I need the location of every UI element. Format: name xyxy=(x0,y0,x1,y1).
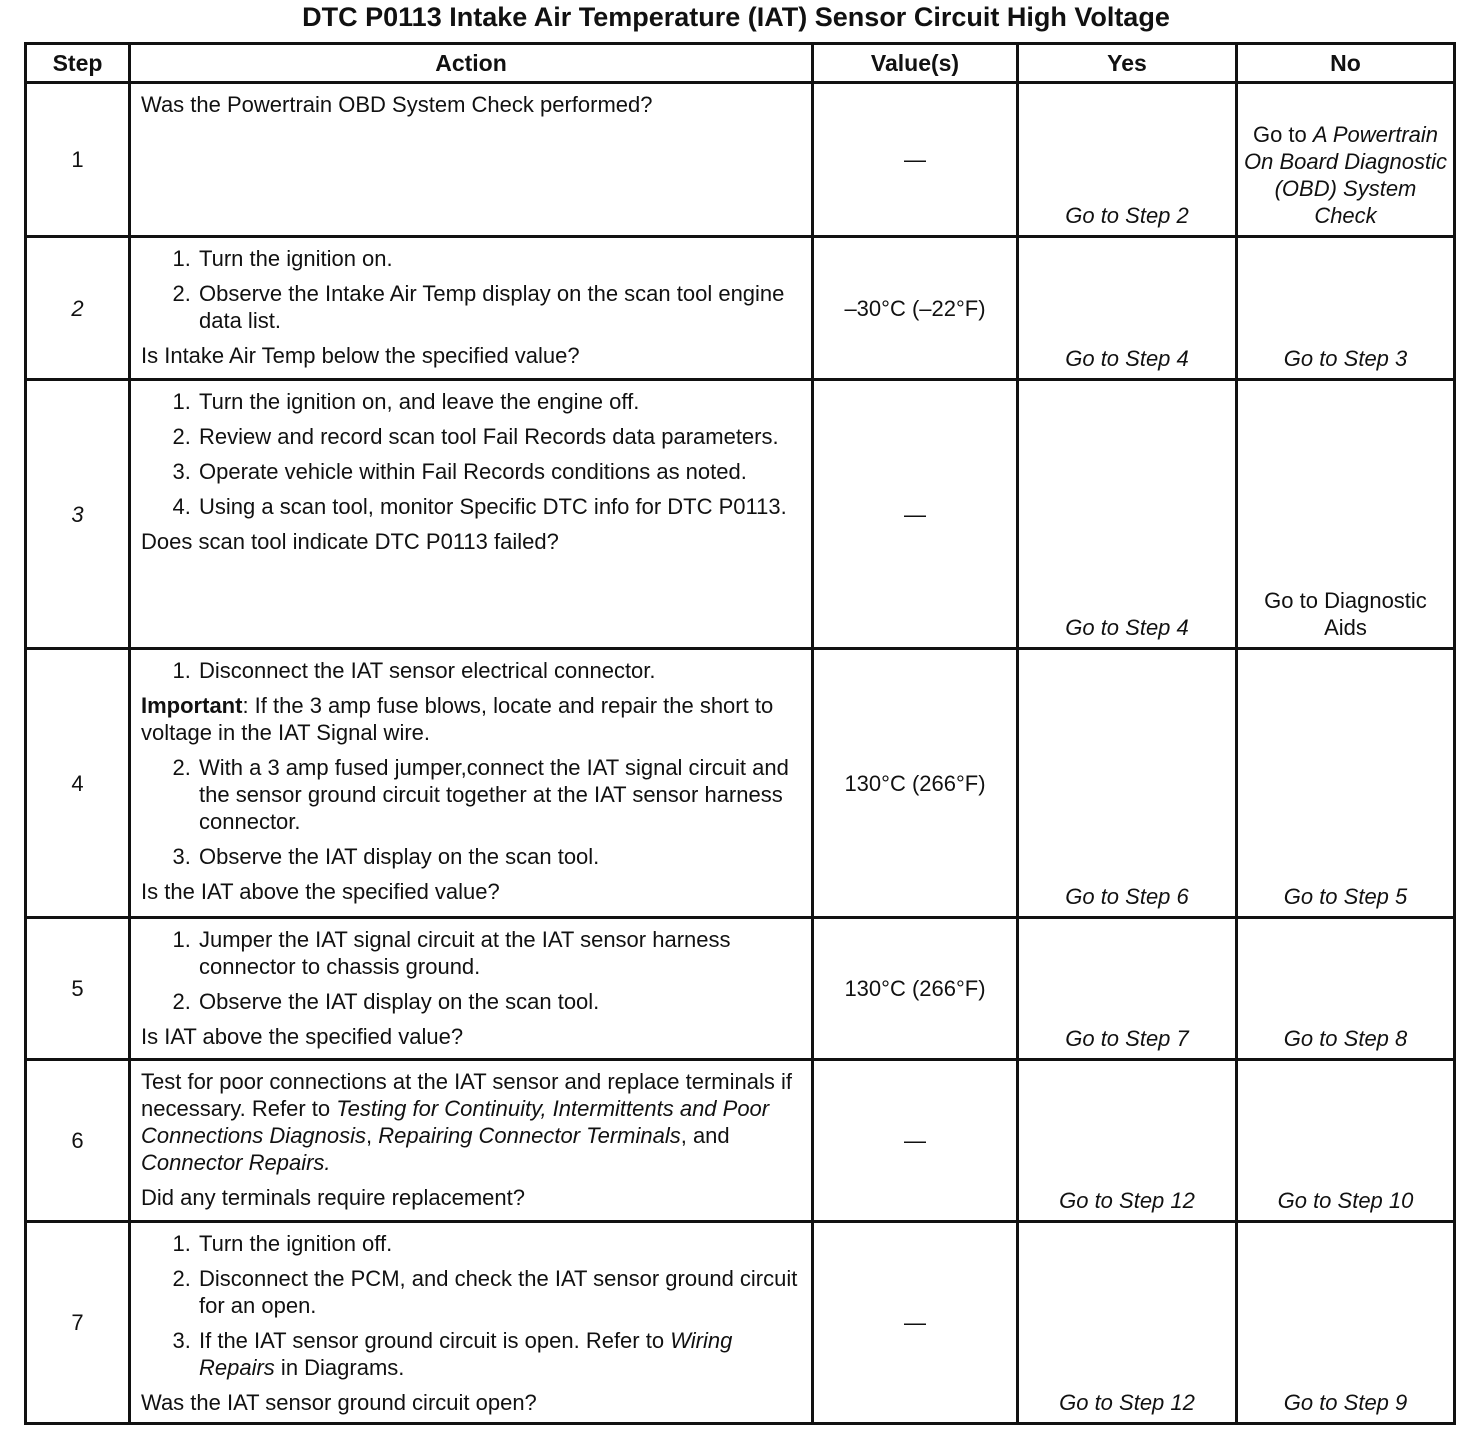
action-item xyxy=(197,1327,803,1381)
table-row xyxy=(26,83,1455,237)
value-cell: — xyxy=(813,1222,1018,1424)
no-cell xyxy=(1237,1222,1455,1424)
action-item: 1. Turn the ignition on, and leave the engine off. xyxy=(197,388,803,415)
action-question: Was the Powertrain OBD System Check performed? xyxy=(141,92,653,117)
yes-cell xyxy=(1018,380,1237,649)
yes-cell xyxy=(1018,83,1237,237)
yes-cell xyxy=(1018,1222,1237,1424)
no-cell xyxy=(1237,649,1455,918)
step-number: 4 xyxy=(26,649,130,918)
yes-link: Go to Step 12 xyxy=(1059,1188,1195,1213)
action-item: 1. Jumper the IAT signal circuit at the IAT sensor harness connector to chassis ground. xyxy=(197,926,803,980)
yes-link: Go to Step 7 xyxy=(1065,1026,1189,1051)
value-cell: — xyxy=(813,1060,1018,1222)
page-title: DTC P0113 Intake Air Temperature (IAT) Sensor Circuit High Voltage xyxy=(302,2,1170,32)
yes-link: Go to Step 4 xyxy=(1065,615,1189,640)
action-question: Does scan tool indicate DTC P0113 failed? xyxy=(141,529,559,554)
yes-cell xyxy=(1018,649,1237,918)
step-number: 2 xyxy=(26,237,130,380)
action-item: 1. Turn the ignition on. xyxy=(197,245,803,272)
reference-link: Wiring Repairs xyxy=(199,1328,733,1380)
no-cell xyxy=(1237,237,1455,380)
important-text: : If the 3 amp fuse blows, locate and repair the short to voltage in the IAT Signal wire. xyxy=(141,693,774,745)
action-text-part: Test for poor connections at the IAT sensor and replace terminals if necessary. Refer to xyxy=(141,1069,792,1121)
action-question: Is the IAT above the specified value? xyxy=(141,879,500,904)
action-question: Is Intake Air Temp below the specified value? xyxy=(141,343,580,368)
yes-link: Go to Step 12 xyxy=(1059,1390,1195,1415)
action-item: 2. Observe the IAT display on the scan tool. xyxy=(197,988,803,1015)
reference-link: Testing for Continuity, Intermittents and Poor Connections Diagnosis xyxy=(141,1096,770,1148)
table-row xyxy=(26,380,1455,649)
table-row xyxy=(26,237,1455,380)
step-number: 5 xyxy=(26,918,130,1060)
yes-link: Go to Step 2 xyxy=(1065,203,1189,228)
table-row xyxy=(26,649,1455,918)
action-cell xyxy=(130,380,813,649)
no-cell xyxy=(1237,918,1455,1060)
no-link: Go to Step 10 xyxy=(1277,1188,1414,1213)
action-item: 1. Turn the ignition off. xyxy=(197,1230,803,1257)
important-label: Important xyxy=(141,693,243,718)
value-cell: –30°C (–22°F) xyxy=(813,237,1018,380)
action-cell xyxy=(130,918,813,1060)
no-link: Go to Step 5 xyxy=(1283,884,1408,909)
header-values: Value(s) xyxy=(813,44,1018,83)
action-item: 3. Observe the IAT display on the scan tool. xyxy=(197,843,803,870)
action-item: 2. With a 3 amp fused jumper,connect the IAT signal circuit and the sensor ground circuit together at the IAT sensor harness connector. xyxy=(197,754,803,835)
yes-link: Go to Step 6 xyxy=(1065,884,1189,909)
no-link: Go to Step 8 xyxy=(1283,1026,1408,1051)
no-cell xyxy=(1237,380,1455,649)
step-number: 1 xyxy=(26,83,130,237)
action-text-part: , and xyxy=(680,1123,730,1148)
yes-cell xyxy=(1018,237,1237,380)
action-cell xyxy=(130,1060,813,1222)
header-no: No xyxy=(1237,44,1455,83)
action-list xyxy=(141,657,803,684)
action-list xyxy=(141,754,803,870)
header-row xyxy=(26,44,1455,83)
action-item: 1. Disconnect the IAT sensor electrical connector. xyxy=(197,657,803,684)
action-text-part: , xyxy=(366,1123,379,1148)
no-link: Go to Diagnostic Aids xyxy=(1264,588,1427,640)
action-question: Was the IAT sensor ground circuit open? xyxy=(141,1390,537,1415)
no-cell xyxy=(1237,83,1455,237)
header-step: Step xyxy=(26,44,130,83)
action-item: 2. Review and record scan tool Fail Records data parameters. xyxy=(197,423,803,450)
important-note xyxy=(141,692,803,746)
value-cell: — xyxy=(813,380,1018,649)
action-cell xyxy=(130,237,813,380)
yes-cell xyxy=(1018,1060,1237,1222)
table-row xyxy=(26,918,1455,1060)
action-item: 2. Disconnect the PCM, and check the IAT sensor ground circuit for an open. xyxy=(197,1265,803,1319)
no-cell xyxy=(1237,1060,1455,1222)
yes-link: Go to Step 4 xyxy=(1065,346,1189,371)
action-cell xyxy=(130,83,813,237)
action-list xyxy=(141,388,803,520)
step-number: 3 xyxy=(26,380,130,649)
action-text xyxy=(141,1068,803,1176)
action-question: Did any terminals require replacement? xyxy=(141,1185,525,1210)
step-number: 6 xyxy=(26,1060,130,1222)
action-list xyxy=(141,245,803,334)
action-cell xyxy=(130,1222,813,1424)
action-item: 4. Using a scan tool, monitor Specific DTC info for DTC P0113. xyxy=(197,493,803,520)
action-item: 3. Operate vehicle within Fail Records conditions as noted. xyxy=(197,458,803,485)
no-prefix: Go to xyxy=(1252,122,1313,147)
reference-link: Repairing Connector Terminals xyxy=(378,1123,681,1148)
action-item: 2. Observe the Intake Air Temp display on the scan tool engine data list. xyxy=(197,280,803,334)
diagnostic-table xyxy=(24,42,1456,1425)
action-list xyxy=(141,926,803,1015)
value-cell: — xyxy=(813,83,1018,237)
no-link: A Powertrain On Board Diagnostic (OBD) System Check xyxy=(1244,122,1447,228)
action-text-part: If the IAT sensor ground circuit is open. Refer to xyxy=(199,1328,671,1353)
table-row xyxy=(26,1060,1455,1222)
action-cell xyxy=(130,649,813,918)
yes-cell xyxy=(1018,918,1237,1060)
table-row xyxy=(26,1222,1455,1424)
no-link: Go to Step 3 xyxy=(1283,346,1408,371)
action-question: Is IAT above the specified value? xyxy=(141,1024,464,1049)
no-link: Go to Step 9 xyxy=(1283,1390,1408,1415)
value-cell: 130°C (266°F) xyxy=(813,918,1018,1060)
header-yes: Yes xyxy=(1018,44,1237,83)
action-text-part: in Diagrams. xyxy=(274,1355,405,1380)
reference-link: Connector Repairs. xyxy=(141,1150,331,1175)
action-list xyxy=(141,1230,803,1381)
value-cell: 130°C (266°F) xyxy=(813,649,1018,918)
step-number: 7 xyxy=(26,1222,130,1424)
header-action: Action xyxy=(130,44,813,83)
